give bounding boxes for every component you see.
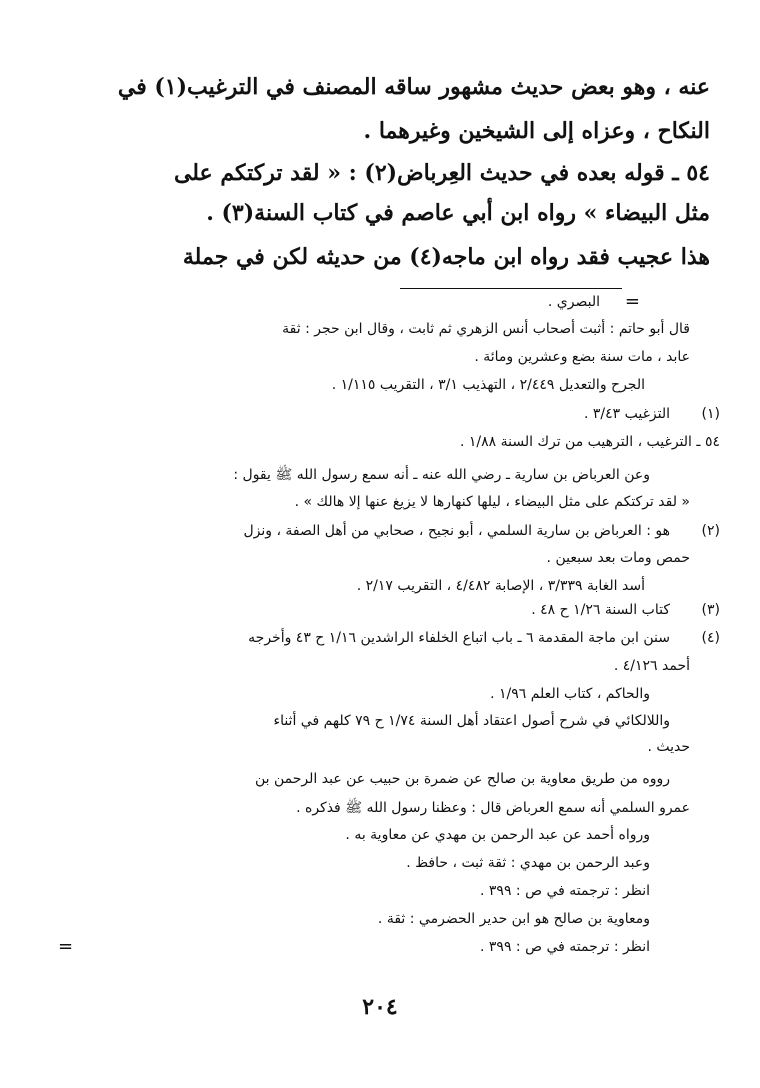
fn-line-7: وعن العرباض بن سارية ـ رضي الله عنه ـ أنه سمع رسول الله ﷺ يقول : bbox=[233, 467, 650, 483]
main-line-4: مثل البيضاء » رواه ابن أبي عاصم في كتاب السنة(٣) . bbox=[206, 200, 710, 226]
fn-line-12: كتاب السنة ١/٢٦ ح ٤٨ . bbox=[531, 602, 670, 618]
continuation-mark-bottom: = bbox=[58, 936, 74, 957]
footnote-number-1: (١) bbox=[701, 406, 720, 422]
fn-line-18: رووه من طريق معاوية بن صالح عن ضمرة بن حبيب عن عبد الرحمن بن bbox=[255, 771, 670, 787]
fn-line-5: التزغيب ٣/٤٣ . bbox=[583, 406, 670, 422]
fn-line-11: أسد الغابة ٣/٣٣٩ ، الإصابة ٤/٤٨٢ ، التقريب ٢/١٧ . bbox=[356, 578, 645, 594]
main-line-2: النكاح ، وعزاه إلى الشيخين وغيرهما . bbox=[363, 118, 710, 144]
fn-line-23: ومعاوية بن صالح هو ابن حدير الحضرمي : ثقة . bbox=[377, 911, 650, 927]
fn-line-6: ٥٤ ـ الترغيب ، الترهيب من ترك السنة ١/٨٨ . bbox=[459, 434, 720, 450]
footnote-number-3: (٣) bbox=[701, 602, 720, 618]
fn-line-22: انظر : ترجمته في ص : ٣٩٩ . bbox=[480, 883, 650, 899]
main-line-3: ٥٤ ـ قوله بعده في حديث العِرباض(٢) : « لقد تركتكم على bbox=[173, 160, 710, 186]
fn-line-13: سنن ابن ماجة المقدمة ٦ ـ باب اتباع الخلفاء الراشدين ١/١٦ ح ٤٣ وأخرجه bbox=[248, 630, 670, 646]
fn-line-9: هو : العرباض بن سارية السلمي ، أبو نجيح ، صحابي من أهل الصفة ، ونزل bbox=[243, 523, 670, 539]
fn-line-10: حمص ومات بعد سبعين . bbox=[546, 550, 690, 566]
fn-line-17: حديث . bbox=[647, 739, 690, 755]
fn-line-21: وعبد الرحمن بن مهدي : ثقة ثبت ، حافظ . bbox=[406, 855, 650, 871]
footnote-number-2: (٢) bbox=[701, 523, 720, 539]
continuation-mark-top: = bbox=[624, 291, 640, 312]
fn-line-15: والحاكم ، كتاب العلم ١/٩٦ . bbox=[490, 686, 650, 702]
fn-line-3: عابد ، مات سنة بضع وعشرين ومائة . bbox=[474, 349, 690, 365]
main-line-1: عنه ، وهو بعض حديث مشهور ساقه المصنف في الترغيب(١) في bbox=[117, 74, 710, 100]
fn-line-24: انظر : ترجمته في ص : ٣٩٩ . bbox=[480, 939, 650, 955]
fn-line-1: البصري . bbox=[547, 294, 600, 310]
fn-line-16: واللالكائي في شرح أصول اعتقاد أهل السنة ١/٧٤ ح ٧٩ كلهم في أثناء bbox=[273, 713, 670, 729]
fn-line-19: عمرو السلمي أنه سمع العرباض قال : وعظنا رسول الله ﷺ فذكره . bbox=[296, 800, 690, 816]
page-number: ٢٠٤ bbox=[362, 994, 398, 1020]
fn-line-20: ورواه أحمد عن عبد الرحمن بن مهدي عن معاوية به . bbox=[345, 827, 650, 843]
fn-line-8: « لقد تركتكم على مثل البيضاء ، ليلها كنهارها لا يزيغ عنها إلا هالك » . bbox=[294, 494, 690, 510]
footnote-number-4: (٤) bbox=[701, 630, 720, 646]
fn-line-4: الجرح والتعديل ٢/٤٤٩ ، التهذيب ٣/١ ، التقريب ١/١١٥ . bbox=[331, 377, 645, 393]
fn-line-14: أحمد ٤/١٢٦ . bbox=[613, 658, 690, 674]
footnote-separator bbox=[400, 288, 622, 289]
fn-line-2: قال أبو حاتم : أثبت أصحاب أنس الزهري ثم ثابت ، وقال ابن حجر : ثقة bbox=[282, 321, 690, 337]
main-line-5: هذا عجيب فقد رواه ابن ماجه(٤) من حديثه لكن في جملة bbox=[182, 244, 710, 270]
